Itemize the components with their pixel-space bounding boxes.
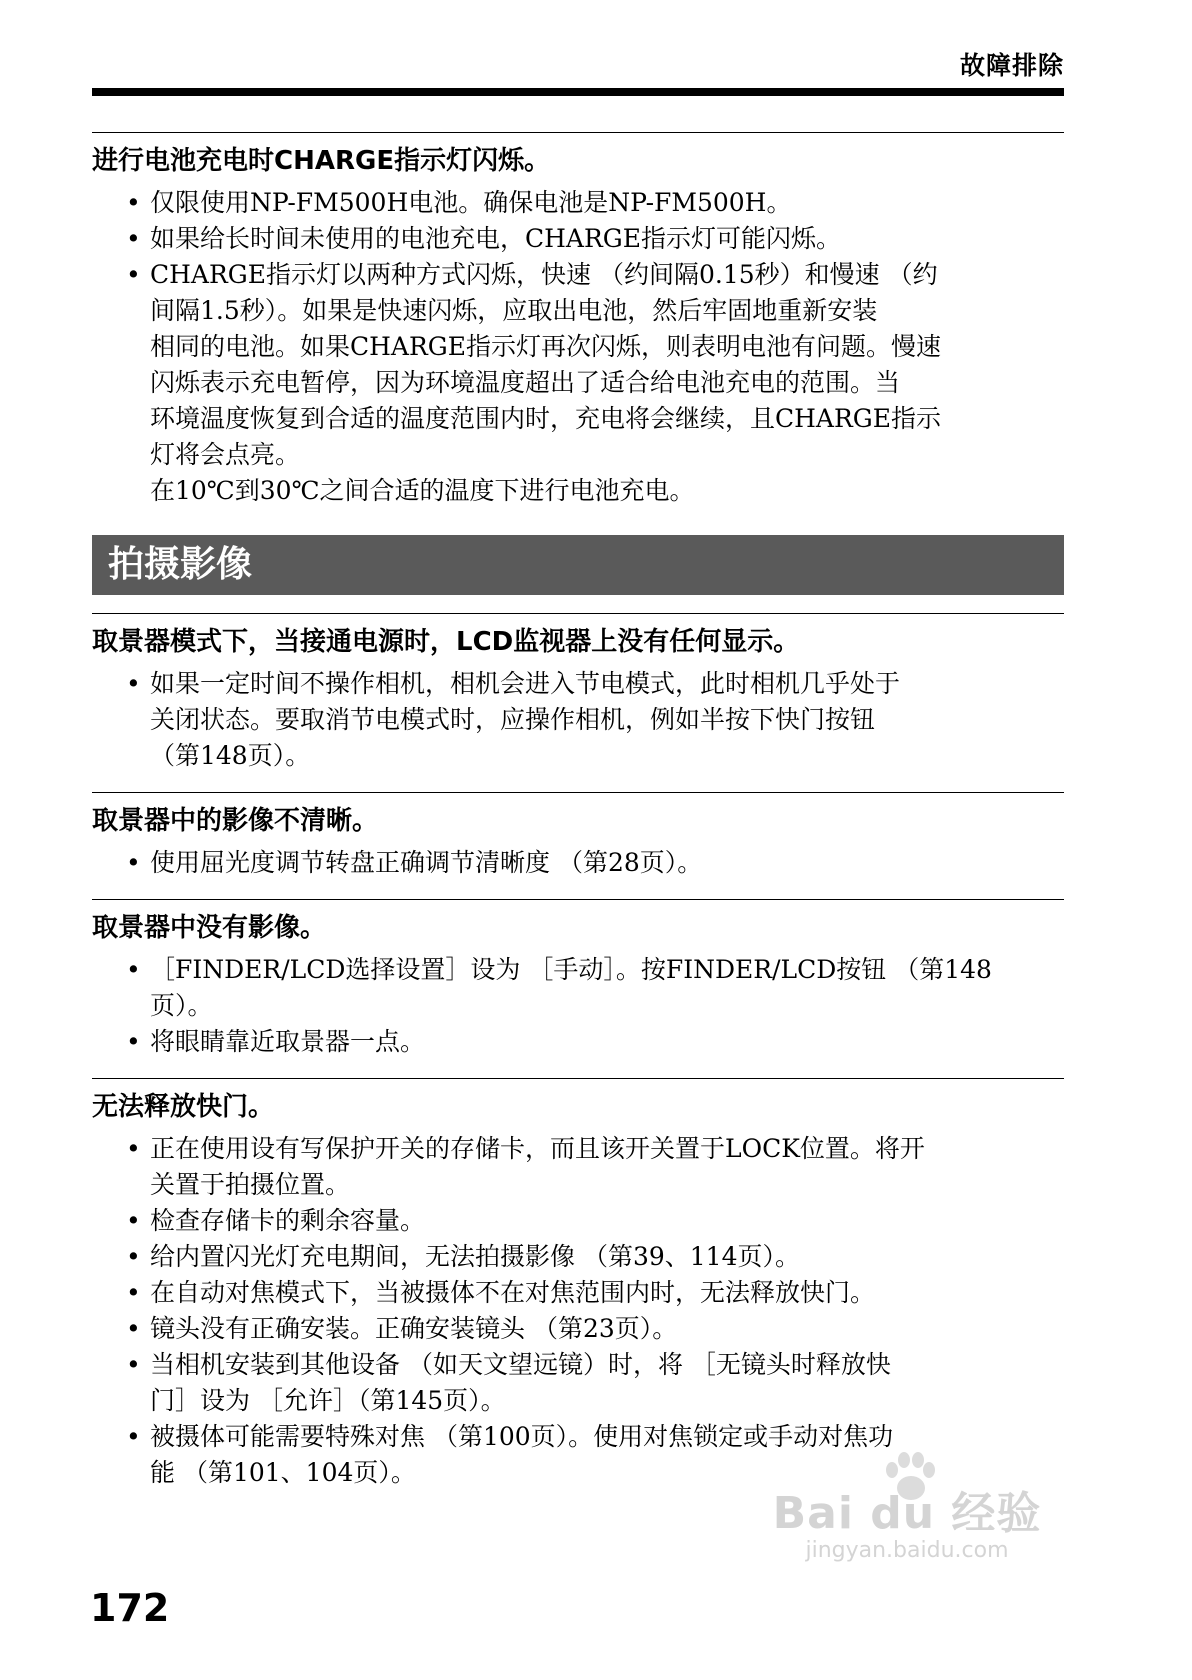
troubleshooting-topic [92, 1078, 1064, 1491]
list-item-text-line: 如果给长时间未使用的电池充电，CHARGE指示灯可能闪烁。 [150, 224, 842, 253]
list-item-text-line: CHARGE指示灯以两种方式闪烁，快速 （约间隔0.15秒）和慢速 （约 [150, 260, 938, 289]
list-item-text-line: 使用屈光度调节转盘正确调节清晰度 （第28页）。 [150, 848, 703, 877]
page-number: 172 [90, 1586, 170, 1630]
troubleshooting-topic [92, 613, 1064, 774]
bullet-icon: • [126, 1314, 141, 1343]
list-item [92, 1311, 1064, 1347]
section-heading-bar: 拍摄影像 [92, 535, 1064, 595]
bullet-list [92, 845, 1064, 881]
list-item-text-line: 如果一定时间不操作相机，相机会进入节电模式，此时相机几乎处于 [150, 669, 901, 698]
list-item-text-line: ［FINDER/LCD选择设置］设为 ［手动］。按FINDER/LCD按钮 （第148 [150, 955, 992, 984]
troubleshooting-topic [92, 792, 1064, 881]
list-item-text-line: 当相机安装到其他设备 （如天文望远镜）时，将 ［无镜头时释放快 [150, 1350, 891, 1379]
troubleshooting-topic [92, 132, 1064, 509]
topics-part-2 [92, 613, 1064, 1491]
list-item [92, 257, 1064, 473]
list-item-text-line: 镜头没有正确安装。正确安装镜头 （第23页）。 [150, 1314, 678, 1343]
bullet-icon: • [126, 848, 141, 877]
bullet-icon: • [126, 955, 141, 984]
list-item-text-line: 相同的电池。如果CHARGE指示灯再次闪烁，则表明电池有问题。慢速 [150, 332, 942, 361]
watermark-url: jingyan.baidu.com [805, 1538, 1009, 1563]
bullet-list [92, 1131, 1064, 1491]
list-item [92, 1239, 1064, 1275]
list-item-text-line: 被摄体可能需要特殊对焦 （第100页）。使用对焦锁定或手动对焦功 [150, 1422, 894, 1451]
list-item-text-line: 页）。 [150, 991, 213, 1020]
topic-note: 在10℃到30℃之间合适的温度下进行电池充电。 [150, 476, 695, 505]
list-item-text-line: 环境温度恢复到合适的温度范围内时，充电将会继续，且CHARGE指示 [150, 404, 942, 433]
list-item [92, 952, 1064, 1024]
bullet-icon: • [126, 224, 141, 253]
list-item [92, 1131, 1064, 1203]
list-item-text-line: 间隔1.5秒）。如果是快速闪烁，应取出电池，然后牢固地重新安装 [150, 296, 878, 325]
topics-part-1 [92, 132, 1064, 509]
bullet-icon: • [126, 1134, 141, 1163]
list-item-text-line: 闪烁表示充电暂停，因为环境温度超出了适合给电池充电的范围。当 [150, 368, 901, 397]
topic-title: 进行电池充电时CHARGE指示灯闪烁。 [92, 146, 551, 176]
bullet-icon: • [126, 1206, 141, 1235]
watermark-brand: Bai du 经验 [772, 1488, 1042, 1539]
list-item-text-line: 能 （第101、104页）。 [150, 1458, 416, 1487]
list-item-text-line: （第148页）。 [150, 741, 311, 770]
list-item-text-line: 给内置闪光灯充电期间，无法拍摄影像 （第39、114页）。 [150, 1242, 800, 1271]
bullet-list [92, 952, 1064, 1060]
bullet-icon: • [126, 669, 141, 698]
watermark [772, 1452, 1042, 1562]
list-item-text-line: 在自动对焦模式下，当被摄体不在对焦范围内时，无法释放快门。 [150, 1278, 876, 1307]
bullet-icon: • [126, 260, 141, 289]
list-item [92, 845, 1064, 881]
list-item-text-line: 门］设为 ［允许］（第145页）。 [150, 1386, 506, 1415]
list-item [92, 1347, 1064, 1419]
page-header-title: 故障排除 [959, 51, 1064, 80]
list-item [92, 1024, 1064, 1060]
list-item [92, 1275, 1064, 1311]
list-item [92, 666, 1064, 774]
topic-title: 取景器中没有影像。 [92, 913, 327, 943]
page-content [92, 132, 1064, 1509]
list-item-text-line: 关置于拍摄位置。 [150, 1170, 351, 1199]
list-item-text-line: 检查存储卡的剩余容量。 [150, 1206, 426, 1235]
bullet-icon: • [126, 188, 141, 217]
bullet-icon: • [126, 1242, 141, 1271]
bullet-icon: • [126, 1350, 141, 1379]
topic-title: 无法释放快门。 [92, 1092, 275, 1122]
header-rule [92, 88, 1064, 96]
topic-title: 取景器中的影像不清晰。 [92, 806, 379, 836]
list-item-text-line: 关闭状态。要取消节电模式时，应操作相机，例如半按下快门按钮 [150, 705, 876, 734]
list-item [92, 1203, 1064, 1239]
list-item [92, 185, 1064, 221]
list-item [92, 221, 1064, 257]
bullet-icon: • [126, 1422, 141, 1451]
troubleshooting-topic [92, 899, 1064, 1060]
topic-title: 取景器模式下，当接通电源时，LCD监视器上没有任何显示。 [92, 627, 800, 657]
bullet-list [92, 666, 1064, 774]
bullet-icon: • [126, 1027, 141, 1056]
bullet-icon: • [126, 1278, 141, 1307]
bullet-list [92, 185, 1064, 473]
list-item-text-line: 将眼睛靠近取景器一点。 [150, 1027, 426, 1056]
list-item-text-line: 正在使用设有写保护开关的存储卡，而且该开关置于LOCK位置。将开 [150, 1134, 925, 1163]
list-item-text-line: 仅限使用NP-FM500H电池。确保电池是NP-FM500H。 [150, 188, 792, 217]
list-item-text-line: 灯将会点亮。 [150, 440, 301, 469]
